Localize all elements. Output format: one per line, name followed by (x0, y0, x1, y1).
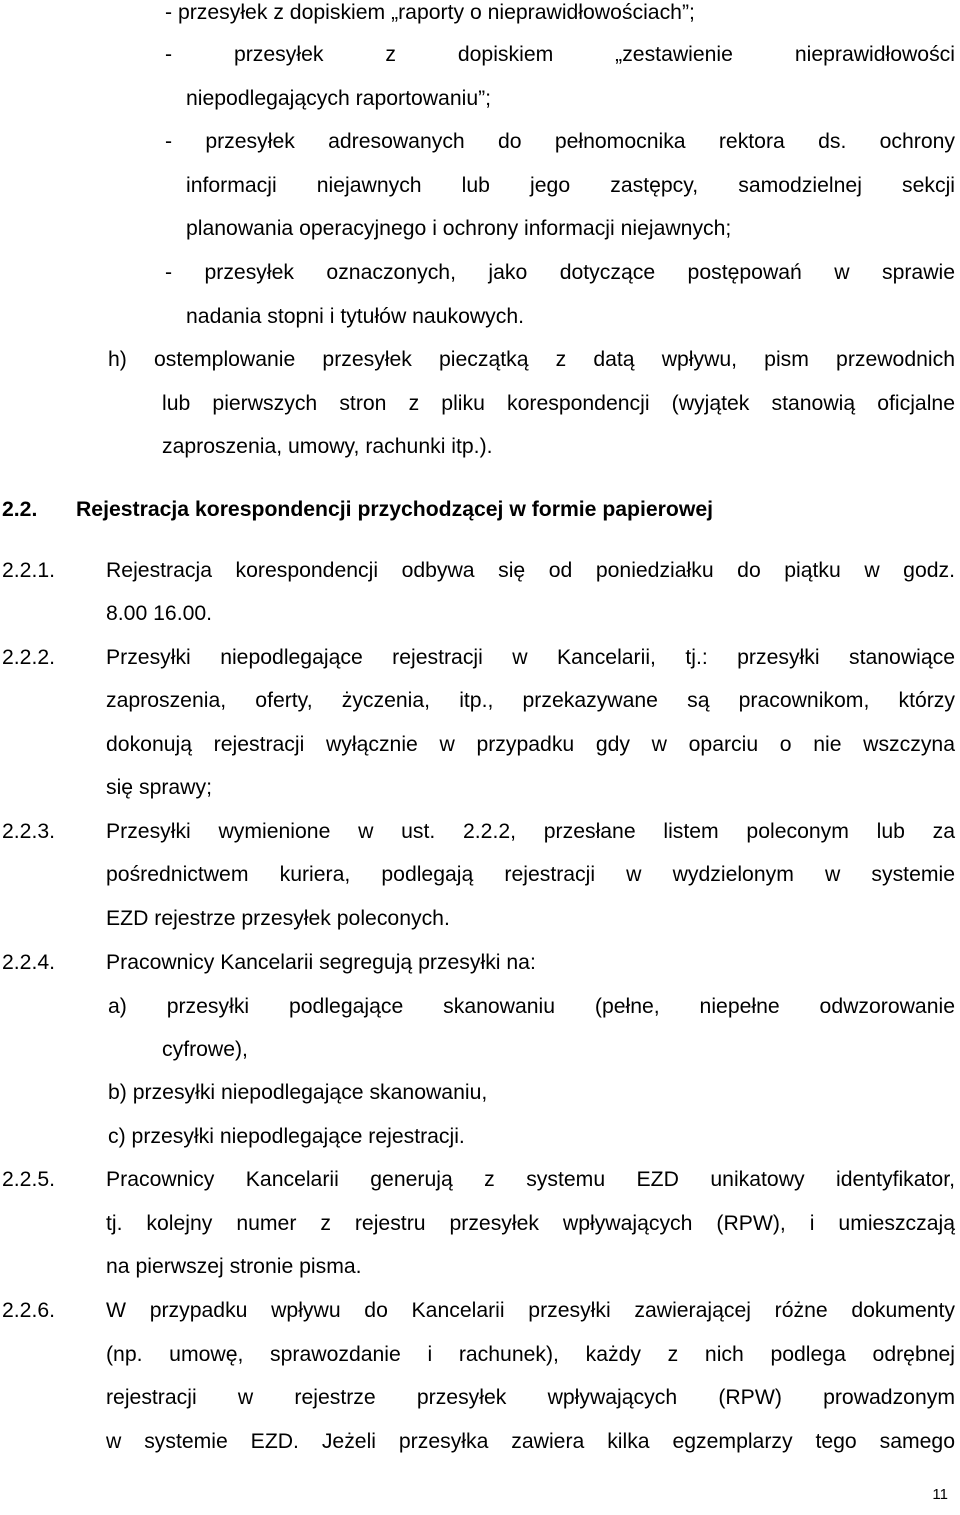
paragraph-number: 2.2.5. (2, 1168, 56, 1191)
text-line: b) przesyłki niepodlegające skanowaniu, (108, 1081, 488, 1104)
text-line: planowania operacyjnego i ochrony informacji niejawnych; (186, 217, 732, 240)
page-number: 11 (932, 1486, 948, 1503)
text-line: się sprawy; (106, 776, 212, 799)
section-heading: Rejestracja korespondencji przychodzącej w formie papierowej (76, 498, 714, 521)
text-line: c) przesyłki niepodlegające rejestracji. (108, 1125, 465, 1148)
text-line: EZD rejestrze przesyłek poleconych. (106, 907, 450, 930)
text-line: niepodlegających raportowaniu”; (186, 87, 492, 110)
text-line: Pracownicy Kancelarii segregują przesyłki na: (106, 951, 536, 974)
text-line: W przypadku wpływu do Kancelarii przesyłki zawierającej różne dokumenty (106, 1299, 955, 1322)
text-line: Przesyłki wymienione w ust. 2.2.2, przesłane listem poleconym lub za (106, 820, 955, 843)
text-line: rejestracji w rejestrze przesyłek wpływających (RPW) prowadzonym (106, 1386, 955, 1409)
text-line: lub pierwszych stron z pliku korespondencji (wyjątek stanowią oficjalne (162, 392, 955, 415)
text-line: h) ostemplowanie przesyłek pieczątką z datą wpływu, pism przewodnich (108, 348, 955, 371)
text-line: Pracownicy Kancelarii generują z systemu EZD unikatowy identyfikator, (106, 1168, 955, 1191)
paragraph-number: 2.2.6. (2, 1299, 56, 1322)
text-line: dokonują rejestracji wyłącznie w przypadku gdy w oparciu o nie wszczyna (106, 733, 955, 756)
text-line: a) przesyłki podlegające skanowaniu (pełne, niepełne odwzorowanie (108, 995, 955, 1018)
text-line: informacji niejawnych lub jego zastępcy, samodzielnej sekcji (186, 174, 955, 197)
text-line: - przesyłek z dopiskiem „raporty o nieprawidłowościach”; (165, 1, 695, 24)
text-line: w systemie EZD. Jeżeli przesyłka zawiera kilka egzemplarzy tego samego (106, 1430, 955, 1453)
paragraph-number: 2.2.3. (2, 820, 56, 843)
paragraph-number: 2.2.2. (2, 646, 56, 669)
text-line: zaproszenia, umowy, rachunki itp.). (162, 435, 493, 458)
text-line: - przesyłek oznaczonych, jako dotyczące postępowań w sprawie (165, 261, 955, 284)
section-number: 2.2. (2, 498, 38, 521)
paragraph-number: 2.2.1. (2, 559, 56, 582)
text-line: tj. kolejny numer z rejestru przesyłek wpływających (RPW), i umieszczają (106, 1212, 955, 1235)
text-line: - przesyłek adresowanych do pełnomocnika rektora ds. ochrony (165, 130, 955, 153)
text-line: Przesyłki niepodlegające rejestracji w Kancelarii, tj.: przesyłki stanowiące (106, 646, 955, 669)
text-line: 8.00 16.00. (106, 602, 213, 625)
text-line: na pierwszej stronie pisma. (106, 1255, 362, 1278)
text-line: cyfrowe), (162, 1038, 248, 1061)
paragraph-number: 2.2.4. (2, 951, 56, 974)
text-line: nadania stopni i tytułów naukowych. (186, 305, 525, 328)
text-line: zaproszenia, oferty, życzenia, itp., przekazywane są pracownikom, którzy (106, 689, 955, 712)
text-line: - przesyłek z dopiskiem „zestawienie nieprawidłowości (165, 43, 955, 66)
text-line: (np. umowę, sprawozdanie i rachunek), każdy z nich podlega odrębnej (106, 1343, 955, 1366)
text-line: pośrednictwem kuriera, podlegają rejestracji w wydzielonym w systemie (106, 863, 955, 886)
text-line: Rejestracja korespondencji odbywa się od poniedziałku do piątku w godz. (106, 559, 955, 582)
